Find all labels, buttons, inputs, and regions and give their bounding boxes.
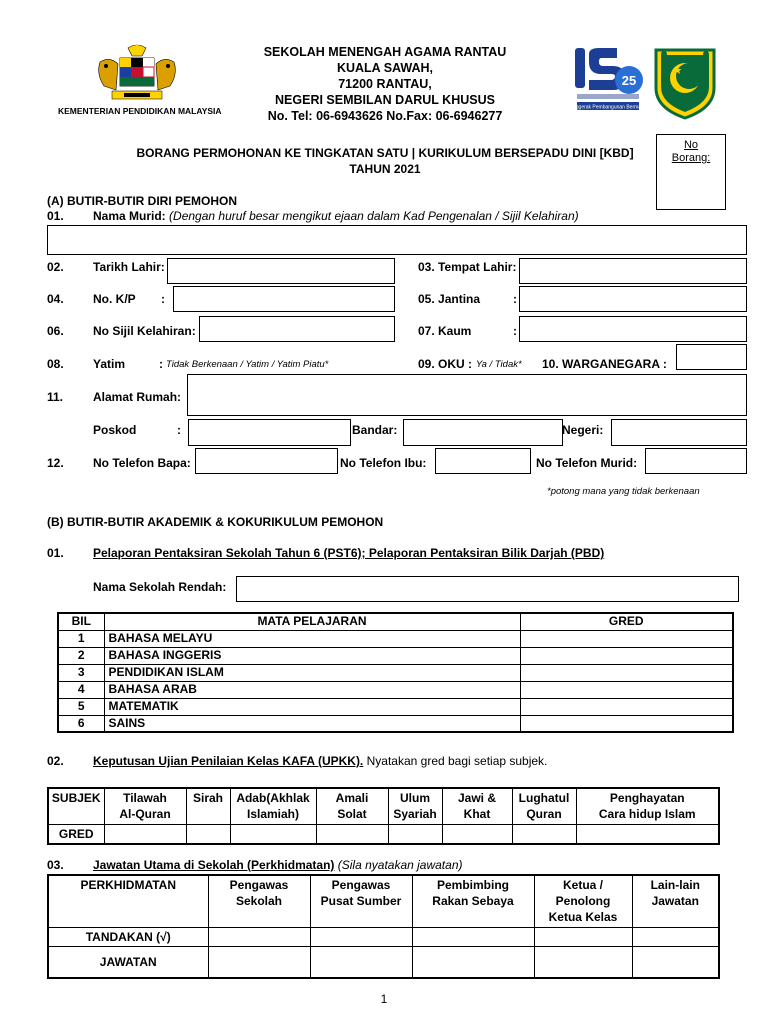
yatim-options[interactable]: Tidak Berkenaan / Yatim / Yatim Piatu* [166, 359, 329, 370]
poskod-label: Poskod [93, 423, 137, 437]
perk-header-lain-lain [632, 875, 719, 927]
upkk-title: Keputusan Ujian Penilaian Kelas KAFA (UPKK). [93, 754, 364, 768]
negeri-label: Negeri: [562, 423, 604, 437]
perk-header-ketua-kelas [534, 875, 632, 927]
kafa-gred-cell[interactable] [230, 824, 316, 844]
kafa-header-amali [316, 788, 388, 824]
school-crest-logo [650, 42, 720, 120]
kafa-table [47, 787, 720, 845]
tel-ibu-field[interactable] [435, 448, 531, 474]
perk-header-text: Lain-lain [650, 878, 700, 892]
oku-options[interactable]: Ya / Tidak* [476, 359, 522, 370]
kafa-header-text: Penghayatan [609, 791, 685, 805]
table-row [58, 681, 733, 698]
b-q02-number: 02. [47, 754, 64, 768]
bandar-field[interactable] [403, 419, 563, 446]
subject-gred-cell[interactable] [520, 647, 733, 664]
alamat-rumah-label: Alamat Rumah: [93, 390, 182, 404]
subject-name: BAHASA ARAB [104, 681, 520, 698]
negeri-field[interactable] [611, 419, 747, 446]
subjects-header-gred: GRED [520, 613, 733, 630]
tarikh-lahir-label: Tarikh Lahir: [93, 260, 165, 274]
q11-number: 11. [47, 390, 64, 404]
kafa-header-text: Islamiah) [246, 807, 300, 821]
kafa-header-penghayatan [576, 788, 719, 824]
logo-25-number: 25 [621, 73, 637, 88]
school-name: SEKOLAH MENENGAH AGAMA RANTAU [263, 45, 507, 59]
perk-header-pengawas-pusat-sumber [310, 875, 412, 927]
subject-name: BAHASA INGGERIS [104, 647, 520, 664]
perk-header-text: Penolong [555, 894, 611, 908]
subject-bil: 6 [58, 715, 104, 732]
alamat-rumah-field[interactable] [187, 374, 747, 416]
warganegara-label: 10. WARGANEGARA : [542, 357, 667, 371]
perk-header-text: Jawatan [651, 894, 699, 908]
yatim-colon: : [159, 357, 163, 371]
kafa-header-text: Ulum [400, 791, 430, 805]
q06-number: 06. [47, 324, 64, 338]
tarikh-lahir-field[interactable] [167, 258, 395, 284]
jawatan-cell[interactable] [208, 946, 310, 978]
section-a-heading: (A) BUTIR-BUTIR DIRI PEMOHON [47, 194, 237, 208]
kaum-colon: : [513, 324, 517, 338]
kafa-header-text: Quran [526, 807, 562, 821]
kafa-header-text: Sirah [192, 791, 223, 805]
table-row [58, 647, 733, 664]
kaum-label: 07. Kaum [418, 324, 472, 338]
subject-name: MATEMATIK [104, 698, 520, 715]
subject-bil: 1 [58, 630, 104, 647]
kafa-header-text: Cara hidup Islam [598, 807, 696, 821]
perk-header-text: Sekolah [235, 894, 283, 908]
kafa-header-jawi [442, 788, 512, 824]
tandakan-cell[interactable] [632, 927, 719, 946]
perkhidmatan-title-line [93, 858, 462, 872]
tel-bapa-label: No Telefon Bapa: [93, 456, 191, 470]
tandakan-cell[interactable] [534, 927, 632, 946]
table-row [48, 927, 719, 946]
subject-gred-cell[interactable] [520, 715, 733, 732]
no-kp-field[interactable] [173, 286, 395, 312]
subject-gred-cell[interactable] [520, 664, 733, 681]
subject-gred-cell[interactable] [520, 698, 733, 715]
oku-label: 09. OKU : [418, 357, 473, 371]
subject-bil: 2 [58, 647, 104, 664]
kafa-header-text: Jawi & [457, 791, 496, 805]
kafa-header-text: Syariah [393, 807, 437, 821]
subject-bil: 5 [58, 698, 104, 715]
no-borang-box[interactable] [656, 134, 726, 210]
sekolah-rendah-label: Nama Sekolah Rendah: [93, 580, 227, 594]
subjects-header-mata-pelajaran: MATA PELAJARAN [104, 613, 520, 630]
perk-header-text: Ketua / [562, 878, 603, 892]
nama-murid-hint: (Dengan huruf besar mengikut ejaan dalam Kad Pengenalan / Sijil Kelahiran) [169, 209, 579, 223]
kafa-gred-cell[interactable] [442, 824, 512, 844]
subjects-header-bil: BIL [58, 613, 104, 630]
perk-header-text: Pembimbing [436, 878, 509, 892]
q12-number: 12. [47, 456, 64, 470]
kafa-gred-cell[interactable] [512, 824, 576, 844]
perk-header-text: Pengawas [331, 878, 391, 892]
sijil-kelahiran-label: No Sijil Kelahiran: [93, 324, 196, 338]
perkhidmatan-table [47, 874, 720, 979]
poskod-colon: : [177, 423, 181, 437]
nama-murid-label-text: Nama Murid: [93, 209, 166, 223]
tel-murid-label: No Telefon Murid: [536, 456, 638, 470]
perk-header-text: Ketua Kelas [548, 910, 618, 924]
table-row [48, 946, 719, 978]
jawatan-label: JAWATAN [48, 946, 208, 978]
tel-ibu-label: No Telefon Ibu: [340, 456, 427, 470]
perk-header-perkhidmatan [48, 875, 208, 927]
kafa-header-text: SUBJEK [51, 791, 101, 805]
tel-murid-field[interactable] [645, 448, 747, 474]
tempat-lahir-field[interactable] [519, 258, 747, 284]
no-kp-label: No. K/P [93, 292, 136, 306]
jawatan-cell[interactable] [632, 946, 719, 978]
kafa-header-text: Lughatul [518, 791, 570, 805]
upkk-title-line [93, 754, 547, 768]
table-row [58, 698, 733, 715]
warganegara-field[interactable] [676, 344, 747, 370]
q02-number: 02. [47, 260, 64, 274]
tandakan-cell[interactable] [310, 927, 412, 946]
table-row [48, 824, 719, 844]
page-number: 1 [380, 992, 388, 1006]
q08-number: 08. [47, 357, 64, 371]
kafa-header-ulum [388, 788, 442, 824]
perk-header-pengawas-sekolah [208, 875, 310, 927]
q01-number: 01. [47, 209, 64, 223]
form-title: BORANG PERMOHONAN KE TINGKATAN SATU | KURIKULUM BERSEPADU DINI [KBD] [136, 146, 634, 160]
kafa-header-text: Khat [463, 807, 491, 821]
no-borang-label-2: Borang: [671, 152, 711, 164]
table-row [58, 715, 733, 732]
kafa-header-text: Al-Quran [119, 807, 171, 821]
footnote: *potong mana yang tidak berkenaan [547, 486, 700, 497]
kafa-header-text: Solat [337, 807, 367, 821]
perk-header-pembimbing [412, 875, 534, 927]
school-address-line-2: 71200 RANTAU, [338, 77, 432, 91]
form-year: TAHUN 2021 [349, 162, 421, 176]
section-b-heading: (B) BUTIR-BUTIR AKADEMIK & KOKURIKULUM PEMOHON [47, 515, 384, 529]
tel-bapa-field[interactable] [195, 448, 338, 474]
no-borang-label-1: No [683, 139, 699, 151]
school-address-line-1: KUALA SAWAH, [336, 61, 434, 75]
kafa-header-text: Adab(Akhlak [236, 791, 310, 805]
pst6-title: Pelaporan Pentaksiran Sekolah Tahun 6 (PST6); Pelaporan Pentaksiran Bilik Darjah (PBD) [93, 546, 605, 560]
upkk-hint: Nyatakan gred bagi setiap subjek. [363, 754, 548, 768]
jawatan-cell[interactable] [310, 946, 412, 978]
subject-name: SAINS [104, 715, 520, 732]
kafa-header-tilawah [104, 788, 186, 824]
jawatan-cell[interactable] [534, 946, 632, 978]
jantina-field[interactable] [519, 286, 747, 312]
q04-number: 04. [47, 292, 64, 306]
kaum-field[interactable] [519, 316, 747, 342]
nama-murid-label [93, 209, 579, 223]
poskod-field[interactable] [188, 419, 351, 446]
kafa-header-sirah [186, 788, 230, 824]
yatim-label: Yatim [93, 357, 126, 371]
kafa-gred-cell[interactable] [388, 824, 442, 844]
coat-of-arms-logo [92, 44, 182, 104]
tandakan-cell[interactable] [412, 927, 534, 946]
tempat-lahir-label: 03. Tempat Lahir: [418, 260, 517, 274]
tandakan-label: TANDAKAN (√) [48, 927, 208, 946]
table-row [58, 664, 733, 681]
nama-murid-field[interactable] [47, 225, 747, 255]
kafa-gred-cell[interactable] [316, 824, 388, 844]
sekolah-rendah-field[interactable] [236, 576, 739, 602]
subject-name: PENDIDIKAN ISLAM [104, 664, 520, 681]
perk-header-text: Pengawas [229, 878, 289, 892]
table-row [58, 630, 733, 647]
subject-bil: 4 [58, 681, 104, 698]
perk-header-text: Pusat Sumber [320, 894, 402, 908]
kafa-gred-cell[interactable] [186, 824, 230, 844]
kafa-gred-cell[interactable] [104, 824, 186, 844]
kafa-header-text: Tilawah [123, 791, 167, 805]
jantina-label: 05. Jantina [418, 292, 481, 306]
subject-gred-cell[interactable] [520, 630, 733, 647]
subject-gred-cell[interactable] [520, 681, 733, 698]
subject-name: BAHASA MELAYU [104, 630, 520, 647]
perk-header-text: Rakan Sebaya [432, 894, 514, 908]
subject-bil: 3 [58, 664, 104, 681]
bandar-label: Bandar: [352, 423, 398, 437]
logo-25-caption: Penggerak Pembangunan Bermakna [566, 104, 650, 111]
kafa-gred-cell[interactable] [576, 824, 719, 844]
sijil-kelahiran-field[interactable] [199, 316, 395, 342]
kafa-header-adab [230, 788, 316, 824]
jawatan-cell[interactable] [412, 946, 534, 978]
tandakan-cell[interactable] [208, 927, 310, 946]
kafa-header-text: Amali [335, 791, 369, 805]
subjects-table [57, 612, 734, 733]
ministry-label: KEMENTERIAN PENDIDIKAN MALAYSIA [58, 106, 222, 116]
perk-header-text: PERKHIDMATAN [80, 878, 177, 892]
kafa-gred-label: GRED [48, 824, 104, 844]
perkhidmatan-title: Jawatan Utama di Sekolah (Perkhidmatan) [93, 858, 335, 872]
kafa-header-subjek [48, 788, 104, 824]
jantina-colon: : [513, 292, 517, 306]
no-kp-colon: : [161, 292, 165, 306]
perkhidmatan-hint: (Sila nyatakan jawatan) [337, 858, 463, 872]
b-q03-number: 03. [47, 858, 64, 872]
b-q01-number: 01. [47, 546, 64, 560]
logo-25 [566, 44, 650, 116]
kafa-header-lughatul [512, 788, 576, 824]
school-address-line-3: NEGERI SEMBILAN DARUL KHUSUS [275, 93, 495, 107]
school-contact: No. Tel: 06-6943626 No.Fax: 06-6946277 [267, 109, 503, 123]
